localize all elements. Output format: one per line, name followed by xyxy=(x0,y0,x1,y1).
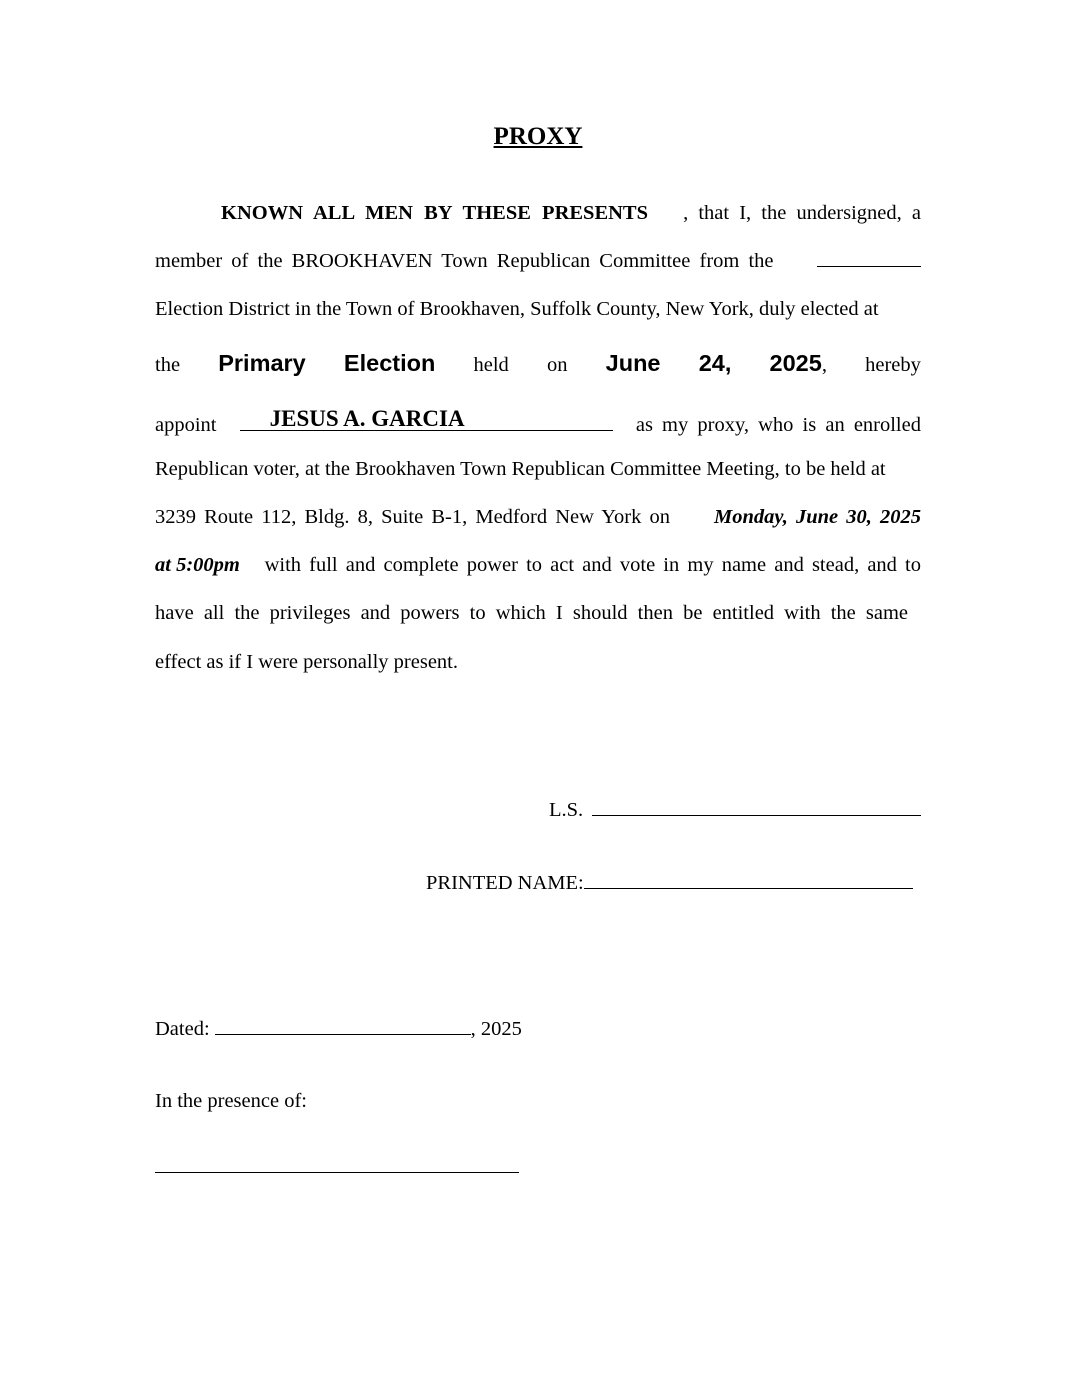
proxy-name-value: JESUS A. GARCIA xyxy=(269,406,465,431)
ls-signature-row xyxy=(549,795,921,823)
election-word: Election xyxy=(343,350,436,376)
address-text: 3239 Route 112, Bldg. 8, Suite B-1, Medford New York on xyxy=(155,506,670,528)
witness-label: In the presence of: xyxy=(155,1090,307,1112)
proxy-rest-text: as my proxy, who is an enrolled xyxy=(635,414,921,436)
known-all-men-heading xyxy=(221,200,921,226)
dated-line[interactable] xyxy=(215,1014,471,1035)
printed-name-line[interactable] xyxy=(584,868,913,889)
body-line-4 xyxy=(155,350,921,378)
ls-label: L.S. xyxy=(549,799,584,821)
dated-row xyxy=(155,1014,522,1042)
year-comma: , xyxy=(821,354,827,376)
power-text: with full and complete power to act and vote in my name and stead, and to xyxy=(264,554,921,576)
witness-signature-line[interactable] xyxy=(155,1172,519,1173)
election-district-blank[interactable] xyxy=(817,250,921,267)
election-year-group xyxy=(770,350,827,378)
document-title: PROXY xyxy=(493,123,583,150)
committee-text: member of the BROOKHAVEN Town Republican Committee from the xyxy=(155,250,774,272)
body-line-7 xyxy=(155,504,921,530)
body-line-5 xyxy=(155,406,921,438)
election-month: June xyxy=(605,350,661,376)
effect-text: effect as if I were personally present. xyxy=(155,651,458,673)
presents-rest: , that I, the undersigned, a xyxy=(683,202,921,224)
dated-year: , 2025 xyxy=(470,1018,522,1040)
body-line-10 xyxy=(155,649,921,675)
body-line-2 xyxy=(155,248,921,274)
meeting-text: Republican voter, at the Brookhaven Town Republican Committee Meeting, to be held at xyxy=(155,458,886,480)
dated-label: Dated: xyxy=(155,1018,210,1040)
privileges-text: have all the privileges and powers to which I should then be entitled with the same xyxy=(155,602,909,624)
election-year: 2025 xyxy=(769,350,822,376)
body-line-8 xyxy=(155,552,921,578)
on-word: on xyxy=(546,354,568,376)
district-text: Election District in the Town of Brookhaven, Suffolk County, New York, duly elected at xyxy=(155,298,879,320)
meeting-date: Monday, June 30, 2025 xyxy=(714,506,921,528)
hereby-word: hereby xyxy=(865,354,921,376)
proxy-name-field[interactable] xyxy=(240,406,613,431)
held-word: held xyxy=(473,354,509,376)
meeting-time: at 5:00pm xyxy=(155,554,240,576)
presents-lead: KNOWN ALL MEN BY THESE PRESENTS xyxy=(221,202,649,224)
printed-name-row xyxy=(426,868,913,896)
body-line-6 xyxy=(155,456,921,482)
body-line-1 xyxy=(155,200,921,226)
election-day: 24, xyxy=(698,350,732,376)
printed-name-label: PRINTED NAME: xyxy=(426,872,584,894)
appoint-word: appoint xyxy=(155,414,217,436)
primary-word: Primary xyxy=(218,350,306,376)
the-word: the xyxy=(155,354,181,376)
witness-label-row xyxy=(155,1088,307,1114)
ls-signature-line[interactable] xyxy=(592,795,921,816)
body-line-3 xyxy=(155,296,921,322)
body-line-9 xyxy=(155,600,921,626)
